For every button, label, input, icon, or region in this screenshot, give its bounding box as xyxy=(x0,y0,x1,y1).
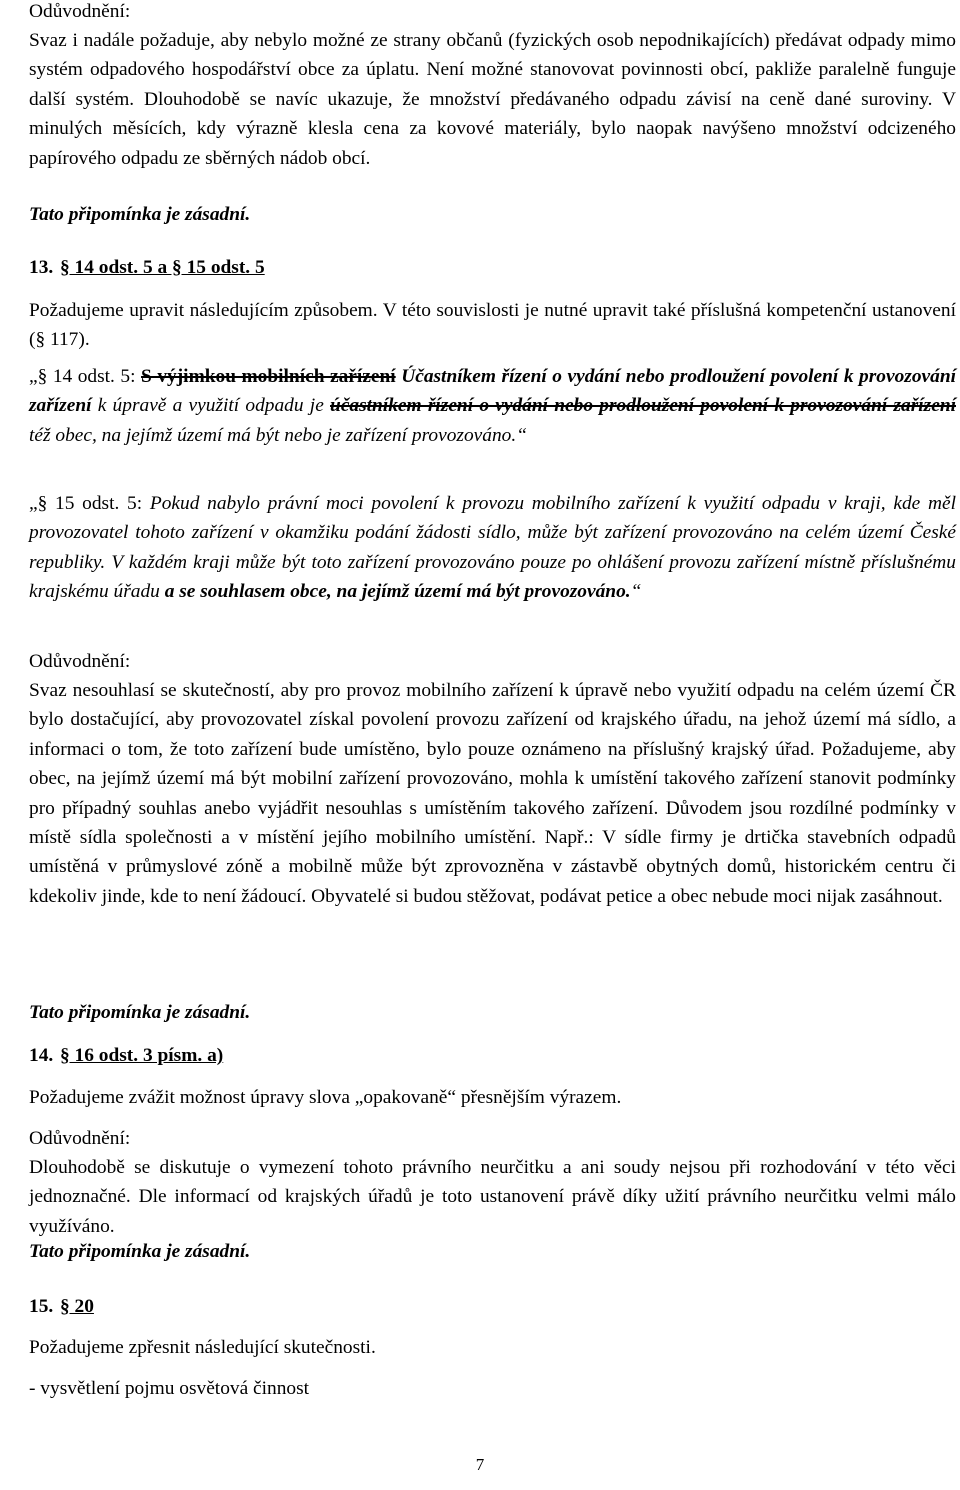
par14-opening: „§ 14 odst. 5: xyxy=(29,366,142,387)
par14-text-2: též obec, na jejímž území má být nebo je zařízení provozováno.“ xyxy=(29,424,527,446)
item-13-intro: Požadujeme upravit následujícím způsobem. V této souvislosti je nutné upravit také příslušná kompetenční ustanovení (§ 117). xyxy=(29,300,956,351)
item-13-heading xyxy=(29,253,265,282)
item-13-par15-proposal xyxy=(29,489,956,607)
item-13-par14-proposal xyxy=(29,362,956,450)
fundamental-note: Tato připomínka je zásadní. xyxy=(29,204,251,225)
par15-close: “ xyxy=(630,581,642,603)
par14-added-phrase: Účastníkem řízení o vydání nebo prodloužení povolení k provozování zařízení xyxy=(29,366,956,417)
item-15-heading xyxy=(29,1292,94,1321)
item-14-intro: Požadujeme zvážit možnost úpravy slova „opakovaně“ přesnějším výrazem. xyxy=(29,1087,622,1108)
par14-text: k úpravě a využití odpadu je xyxy=(91,395,331,417)
par14-struck-phrase-2: účastníkem řízení o vydání nebo prodloužení povolení k provozování zařízení xyxy=(330,395,956,417)
item-14-number: 14. xyxy=(29,1045,54,1066)
par15-added-phrase: a se souhlasem obce, na jejímž území má být provozováno. xyxy=(164,581,631,603)
justification-text-12: Svaz i nadále požaduje, aby nebylo možné ze strany občanů (fyzických osob nepodnikajících) předávat odpady mimo systém odpadového hospodářství obce za úplatu. Není možné stanovovat povinnosti obcí, pakliže paralelně funguje další systém. Dlouhodobě se navíc ukazuje, že množství předávaného odpadu závisí na ceně dané suroviny. V minulých měsících, kdy výrazně klesla cena za kovové materiály, bylo naopak navýšeno množství odcizeného papírového odpadu ze sběrných nádob obcí. xyxy=(29,30,956,169)
item-13-justification: Svaz nesouhlasí se skutečností, aby pro provoz mobilního zařízení k úpravě nebo využití odpadu na celém území ČR bylo dostačující, aby provozovatel získal povolení provozu zařízení od krajského úřadu, na jehož území má sídlo, a informaci o tom, že toto zařízení bude umístěno, bylo pouze oznámeno na příslušný krajský úřad. Požadujeme, aby obec, na jejímž území má být mobilní zařízení provozováno, mohla k umístění takového zařízení stanovit podmínky pro případný souhlas anebo vyjádřit nesouhlas s umístěním takového zařízení. Důvodem jsou rozdílné podmínky v místě sídla společnosti a v místění jejího mobilního umístění. Např.: V sídle firmy je drtička stavebních odpadů umístěná v průmyslové zóně a mobilně může být zprovozněna v zástavbě obytných domů, historickém centru či kdekoliv jinde, kde to není žádoucí. Obyvatelé si budou stěžovat, podávat petice a obec nebude moci nijak zasáhnout. xyxy=(29,680,956,907)
item-15-reference: § 20 xyxy=(60,1296,94,1317)
item-13-reference: § 14 odst. 5 a § 15 odst. 5 xyxy=(60,257,265,278)
item-13-justification-label: Odůvodnění: xyxy=(29,651,131,672)
page-number: 7 xyxy=(475,1455,485,1474)
item-14-justification-label: Odůvodnění: xyxy=(29,1128,131,1149)
item-14-heading xyxy=(29,1041,223,1070)
par15-text: Pokud nabylo právní moci povolení k provozu mobilního zařízení k využití odpadu v kraji, kde měl provozovatel tohoto zařízení v okamžiku podání žádosti sídlo, může být zařízení provozováno na celém území České republiky. V každém kraji může být toto zařízení provozováno pouze po ohlášení provozu zařízení místně příslušnému krajskému úřadu xyxy=(29,493,956,603)
par14-struck-phrase: S výjimkou mobilních zařízení xyxy=(141,366,396,387)
item-14-fundamental-note: Tato připomínka je zásadní. xyxy=(29,1241,251,1262)
item-14-reference: § 16 odst. 3 písm. a) xyxy=(60,1045,224,1066)
justification-label: Odůvodnění: xyxy=(29,1,131,22)
item-14-justification: Dlouhodobě se diskutuje o vymezení tohoto právního neurčitku a ani soudy nejsou při rozhodování v této věci jednoznačné. Dle informací od krajských úřadů je toto ustanovení právě díky užití právního neurčitku velmi málo využíváno. xyxy=(29,1157,956,1237)
item-15-number: 15. xyxy=(29,1296,54,1317)
item-13-fundamental-note: Tato připomínka je zásadní. xyxy=(29,1002,251,1023)
par15-opening: „§ 15 odst. 5: xyxy=(29,493,150,514)
item-15-intro: Požadujeme zpřesnit následující skutečnosti. xyxy=(29,1337,376,1358)
item-15-bullet: - vysvětlení pojmu osvětová činnost xyxy=(29,1378,310,1399)
item-13-number: 13. xyxy=(29,257,54,278)
